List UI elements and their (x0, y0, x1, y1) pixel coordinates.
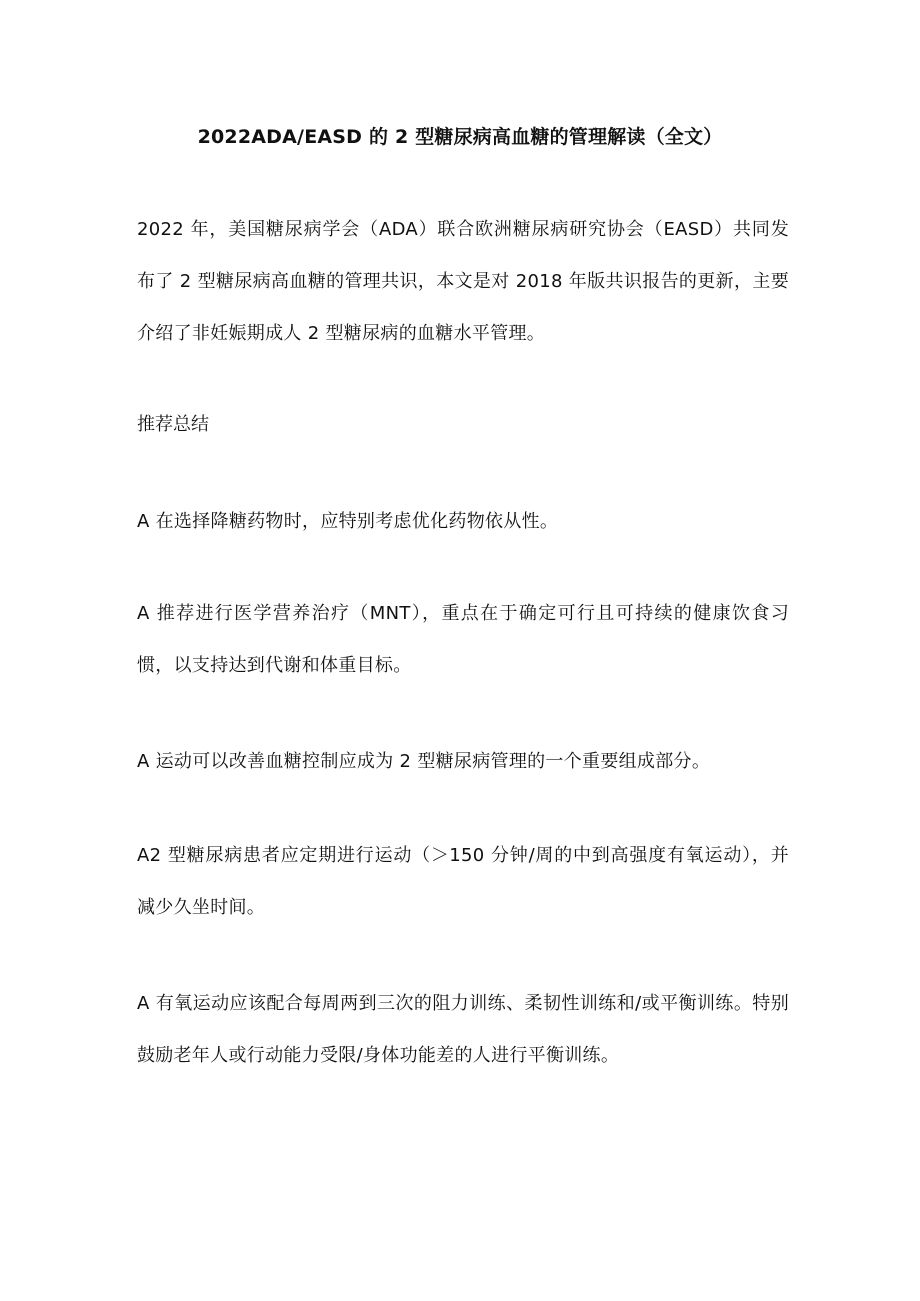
recommendation-1: A 在选择降糖药物时，应特别考虑优化药物依从性。 (137, 511, 559, 532)
section-heading: 推荐总结 (137, 414, 209, 435)
recommendation-4: A2 型糖尿病患者应定期进行运动（＞150 分钟/周的中到高强度有氧运动），并减少久坐时间。 (137, 845, 789, 918)
recommendation-2: A 推荐进行医学营养治疗（MNT），重点在于确定可行且可持续的健康饮食习惯，以支持达到代谢和体重目标。 (137, 603, 789, 676)
recommendation-5: A 有氧运动应该配合每周两到三次的阻力训练、柔韧性训练和/或平衡训练。特别鼓励老年人或行动能力受限/身体功能差的人进行平衡训练。 (137, 993, 789, 1066)
recommendation-3: A 运动可以改善血糖控制应成为 2 型糖尿病管理的一个重要组成部分。 (137, 751, 711, 772)
intro-paragraph: 2022 年，美国糖尿病学会（ADA）联合欧洲糖尿病研究协会（EASD）共同发布了 2 型糖尿病高血糖的管理共识，本文是对 2018 年版共识报告的更新，主要介绍了非妊娠期成人 2 型糖尿病的血糖水平管理。 (137, 219, 789, 344)
document-title: 2022ADA/EASD 的 2 型糖尿病高血糖的管理解读（全文） (197, 126, 723, 148)
